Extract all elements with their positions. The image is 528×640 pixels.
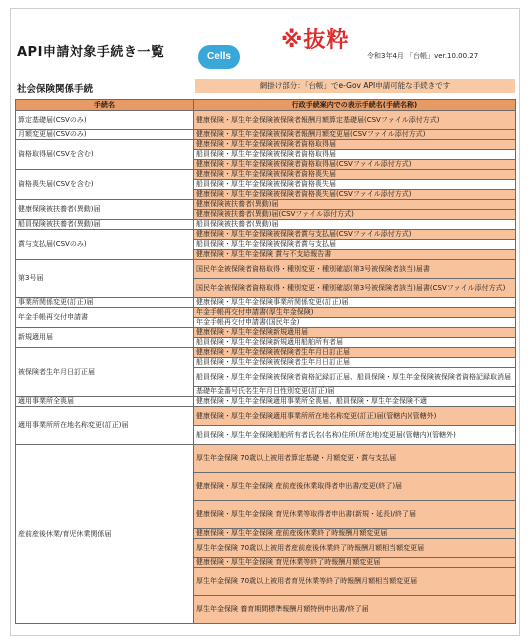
display-name-cell: 船員保険被扶養者(異動)届 (194, 220, 516, 230)
display-name-cell: 健康保険被扶養者(異動)届 (194, 200, 516, 210)
procedure-name-cell: 資格喪失届(CSVを含む) (16, 170, 194, 200)
procedure-name-cell: 月額変更届(CSVのみ) (16, 130, 194, 140)
table-row (16, 397, 516, 407)
display-name-cell: 厚生年金保険 70歳以上被用者産前産後休業終了時報酬月額相当額変更届 (194, 539, 516, 558)
display-name-cell: 健康保険・厚生年金保険適用事業所全喪届、船員保険・厚生年金保険不適 (194, 397, 516, 407)
display-name-cell: 健康保険・厚生年金保険被保険者賞与支払届(CSVファイル添付方式) (194, 230, 516, 240)
display-name-cell: 年金手帳再交付申請書(国民年金) (194, 318, 516, 328)
procedure-name-cell: 適用事業所所在地名称変更(訂正)届 (16, 407, 194, 445)
column-header-display-name: 行政手続案内での表示手続名(手続名称) (194, 100, 516, 111)
display-name-cell: 船員保険・厚生年金保険被保険者賞与支払届 (194, 240, 516, 250)
table-row (16, 328, 516, 338)
display-name-cell: 健康保険・厚生年金保険事業所関係変更(訂正)届 (194, 298, 516, 308)
procedure-name-cell: 賞与支払届(CSVのみ) (16, 230, 194, 260)
table-row (16, 260, 516, 279)
display-name-cell: 厚生年金保険 養育期間標準報酬月額特例申出書/終了届 (194, 596, 516, 624)
display-name-cell: 健康保険・厚生年金保険被保険者報酬月額算定基礎届(CSVファイル添付方式) (194, 111, 516, 130)
display-name-cell: 健康保険・厚生年金保険新規適用届 (194, 328, 516, 338)
shading-note: 網掛け部分：「台帳」でe-Gov API申請可能な手続きです (195, 79, 515, 93)
display-name-cell: 健康保険・厚生年金保険被保険者報酬月額変更届(CSVファイル添付方式) (194, 130, 516, 140)
procedure-name-cell: 新規適用届 (16, 328, 194, 348)
page-title: API申請対象手続き一覧 (17, 45, 165, 60)
display-name-cell: 健康保険被扶養者(異動)届(CSVファイル添付方式) (194, 210, 516, 220)
table-row (16, 170, 516, 180)
procedure-name-cell: 健康保険被扶養者(異動)届 (16, 200, 194, 220)
procedure-name-cell: 資格取得届(CSVを含む) (16, 140, 194, 170)
display-name-cell: 健康保険・厚生年金保険 産前産後休業取得者申出書/変更(終了)届 (194, 473, 516, 501)
display-name-cell: 船員保険・厚生年金保険新規適用船舶所有者届 (194, 338, 516, 348)
excerpt-stamp: ※抜粋 (281, 28, 350, 53)
display-name-cell: 国民年金被保険者資格取得・種別変更・種別確認(第3号被保険者該当)届書(CSVファイル添付方式) (194, 279, 516, 298)
table-row (16, 230, 516, 240)
table-header-row (16, 100, 516, 111)
document-page (10, 8, 520, 636)
version-date: 令和3年4月 「台帳」ver.10.00.27 (367, 52, 479, 60)
display-name-cell: 健康保険・厚生年金保険 産前産後休業終了時報酬月額変更届 (194, 529, 516, 539)
display-name-cell: 健康保険・厚生年金保険被保険者資格取得届(CSVファイル添付方式) (194, 160, 516, 170)
display-name-cell: 船員保険・厚生年金保険被保険者資格取得届 (194, 150, 516, 160)
table-row (16, 407, 516, 426)
display-name-cell: 健康保険・厚生年金保険被保険者資格喪失届 (194, 170, 516, 180)
procedure-name-cell: 船員保険被扶養者(異動)届 (16, 220, 194, 230)
table-row (16, 308, 516, 318)
column-header-procedure: 手続名 (16, 100, 194, 111)
display-name-cell: 健康保険・厚生年金保険被保険者資格喪失届(CSVファイル添付方式) (194, 190, 516, 200)
procedure-name-cell: 算定基礎届(CSVのみ) (16, 111, 194, 130)
display-name-cell: 健康保険・厚生年金保険被保険者資格取得届 (194, 140, 516, 150)
table-row (16, 298, 516, 308)
procedure-name-cell: 事業所関係変更(訂正)届 (16, 298, 194, 308)
display-name-cell: 国民年金被保険者資格取得・種別変更・種別確認(第3号被保険者該当)届書 (194, 260, 516, 279)
procedure-name-cell: 被保険者生年月日訂正届 (16, 348, 194, 397)
procedure-name-cell: 適用事業所全喪届 (16, 397, 194, 407)
display-name-cell: 健康保険・厚生年金保険被保険者生年月日訂正届 (194, 348, 516, 358)
table-row (16, 111, 516, 130)
display-name-cell: 年金手帳再交付申請書(厚生年金保険) (194, 308, 516, 318)
display-name-cell: 健康保険・厚生年金保険 育児休業等取得者申出書(新規・延長)/終了届 (194, 501, 516, 529)
display-name-cell: 健康保険・厚生年金保険適用事業所所在地名称変更(訂正)届(管轄内)(管轄外) (194, 407, 516, 426)
section-title: 社会保険関係手続 (17, 84, 94, 95)
cells-logo: Cells (198, 45, 240, 69)
display-name-cell: 船員保険・厚生年金保険被保険者資格喪失届 (194, 180, 516, 190)
procedure-name-cell: 年金手帳再交付申請書 (16, 308, 194, 328)
display-name-cell: 健康保険・厚生年金保険 賞与不支給報告書 (194, 250, 516, 260)
table-row (16, 130, 516, 140)
table-body (16, 111, 516, 624)
table-row (16, 220, 516, 230)
display-name-cell: 船員保険・厚生年金保険被保険者生年月日訂正届 (194, 358, 516, 368)
display-name-cell: 基礎年金番号氏名生年月日性別変更(訂正)届 (194, 387, 516, 397)
procedure-name-cell: 産前産後休業/育児休業関係届 (16, 445, 194, 624)
display-name-cell: 船員保険・厚生年金保険被保険者資格記録訂正届、船員保険・厚生年金保険被保険者資格記録取消届 (194, 368, 516, 387)
display-name-cell: 厚生年金保険 70歳以上被用者算定基礎・月額変更・賞与支払届 (194, 445, 516, 473)
display-name-cell: 厚生年金保険 70歳以上被用者育児休業等終了時報酬月額相当額変更届 (194, 568, 516, 596)
table-row (16, 348, 516, 358)
procedure-name-cell: 第3号届 (16, 260, 194, 298)
table-row (16, 445, 516, 473)
table-row (16, 140, 516, 150)
display-name-cell: 健康保険・厚生年金保険 育児休業等終了時報酬月額変更届 (194, 558, 516, 568)
table-row (16, 200, 516, 210)
display-name-cell: 船員保険・厚生年金保険船舶所有者氏名(名称)住所(所在地)変更届(管轄内)(管轄外) (194, 426, 516, 445)
procedure-table (15, 99, 516, 624)
